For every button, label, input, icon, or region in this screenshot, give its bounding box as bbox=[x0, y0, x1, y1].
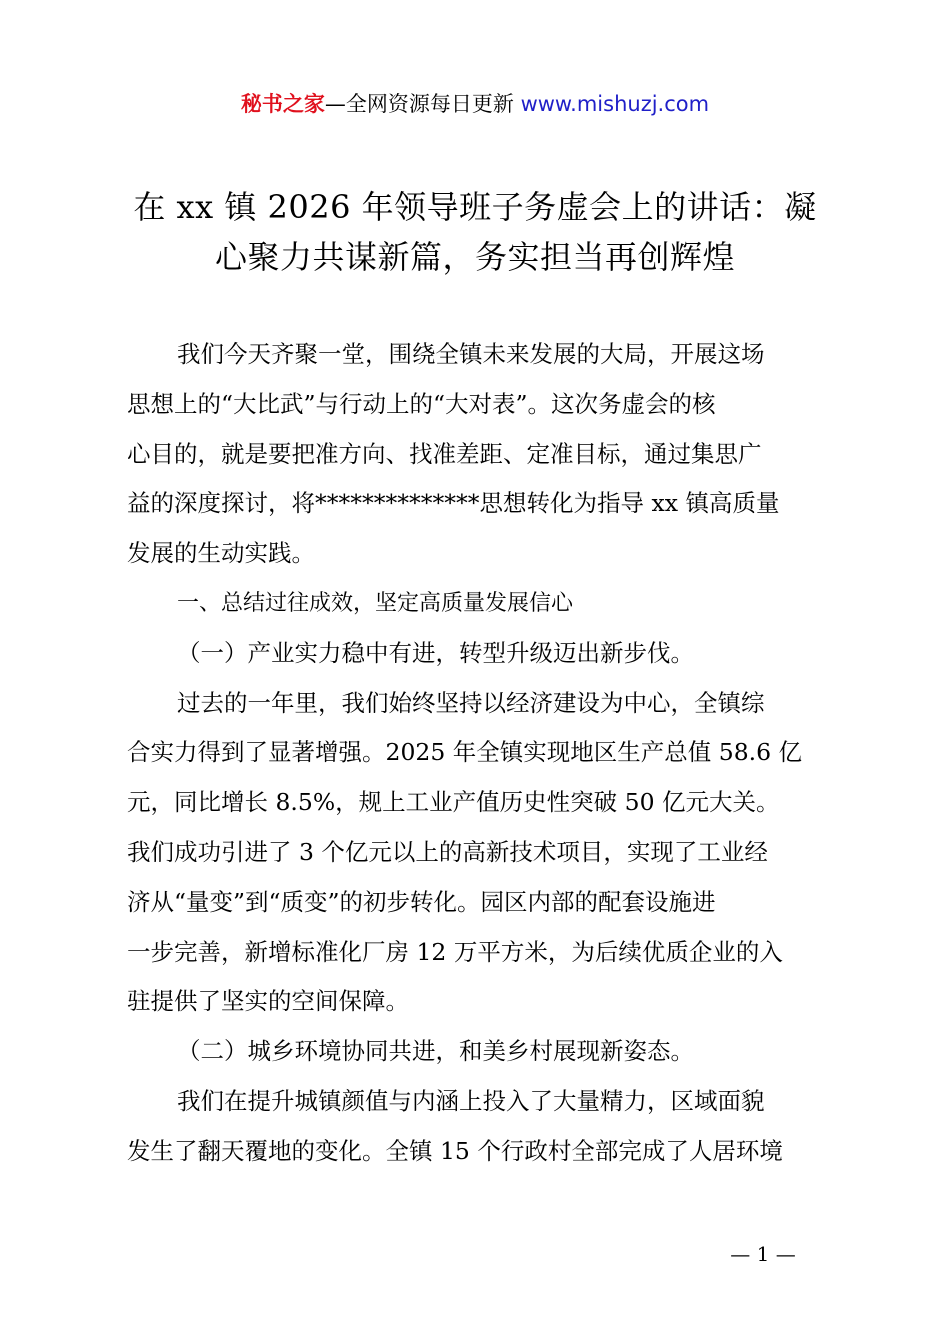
site-header bbox=[0, 88, 950, 120]
subsection-body-2 bbox=[127, 1077, 833, 1177]
document-body bbox=[127, 330, 833, 1177]
section-heading-text: 一、总结过往成效，坚定高质量发展信心 bbox=[177, 590, 574, 616]
title-line-1: 在 xx 镇 2026 年领导班子务虚会上的讲话：凝 bbox=[133, 188, 817, 226]
text-line: 济从“量变”到“质变”的初步转化。园区内部的配套设施进 bbox=[127, 887, 716, 916]
text-line: 过去的一年里，我们始终坚持以经济建设为中心，全镇综 bbox=[177, 688, 765, 717]
title-line-2: 心聚力共谋新篇，务实担当再创辉煌 bbox=[214, 238, 735, 276]
text-line: 合实力得到了显著增强。2025 年全镇实现地区生产总值 58.6 亿 bbox=[127, 738, 803, 767]
text-line: 益的深度探讨，将**************思想转化为指导 xx 镇高质量 bbox=[127, 489, 780, 518]
subsection-heading-text: （二）城乡环境协同共进，和美乡村展现新姿态。 bbox=[177, 1037, 694, 1066]
subsection-heading-1 bbox=[127, 629, 833, 679]
subsection-heading-2 bbox=[127, 1027, 833, 1077]
text-line: 一步完善，新增标准化厂房 12 万平方米，为后续优质企业的入 bbox=[127, 937, 783, 966]
text-line: 我们成功引进了 3 个亿元以上的高新技术项目，实现了工业经 bbox=[127, 837, 768, 866]
text-line: 思想上的“大比武”与行动上的“大对表”。这次务虚会的核 bbox=[127, 389, 716, 418]
text-line: 驻提供了坚实的空间保障。 bbox=[127, 987, 409, 1016]
text-line: 发展的生动实践。 bbox=[127, 539, 315, 568]
page-number: — 1 — bbox=[730, 1242, 796, 1266]
site-brand: 秘书之家 bbox=[240, 92, 325, 116]
text-line: 心目的，就是要把准方向、找准差距、定准目标，通过集思广 bbox=[127, 439, 762, 468]
text-line: 我们今天齐聚一堂，围绕全镇未来发展的大局，开展这场 bbox=[177, 340, 765, 368]
text-line: 元，同比增长 8.5%，规上工业产值历史性突破 50 亿元大关。 bbox=[127, 788, 780, 817]
text-line: 发生了翻天覆地的变化。全镇 15 个行政村全部完成了人居环境 bbox=[127, 1136, 783, 1165]
subsection-heading-text: （一）产业实力稳中有进，转型升级迈出新步伐。 bbox=[177, 638, 694, 667]
document-title bbox=[110, 182, 840, 282]
section-heading-1 bbox=[127, 579, 833, 629]
subsection-body-1 bbox=[127, 679, 833, 1028]
intro-paragraph bbox=[127, 330, 833, 579]
site-url-link[interactable]: www.mishuzj.com bbox=[520, 92, 710, 116]
text-line: 我们在提升城镇颜值与内涵上投入了大量精力，区域面貌 bbox=[177, 1086, 765, 1115]
site-tagline: —全网资源每日更新 bbox=[324, 92, 521, 116]
